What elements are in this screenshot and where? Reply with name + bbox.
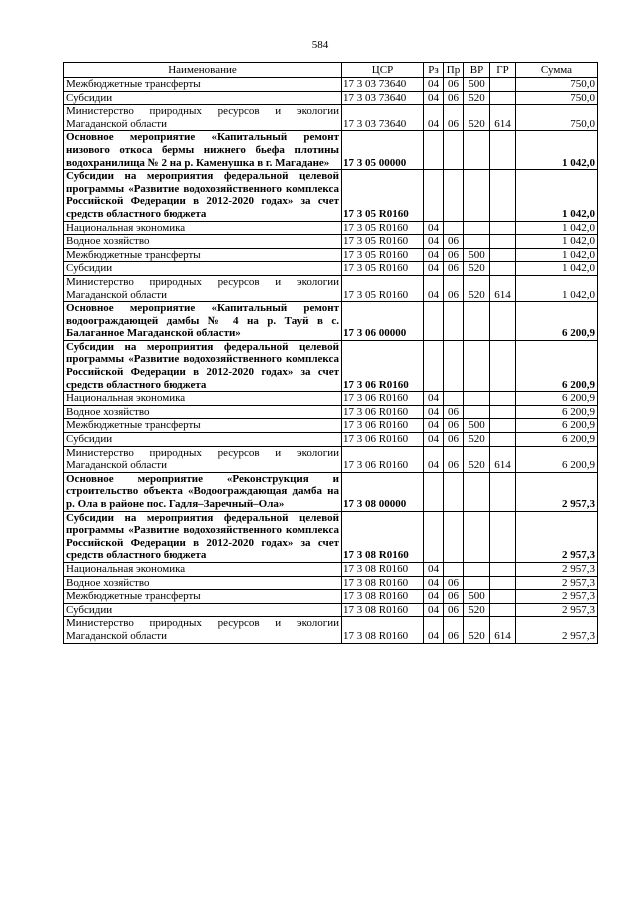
cell-vr: 520 <box>464 446 490 472</box>
cell-pr <box>444 170 464 221</box>
cell-gr <box>490 91 516 105</box>
cell-csr: 17 3 08 R0160 <box>342 576 424 590</box>
cell-vr <box>464 170 490 221</box>
cell-rz: 04 <box>424 433 444 447</box>
column-header-rz: Рз <box>424 63 444 78</box>
cell-gr <box>490 131 516 170</box>
cell-sum: 2 957,3 <box>516 576 598 590</box>
cell-name: Водное хозяйство <box>64 576 342 590</box>
cell-rz: 04 <box>424 91 444 105</box>
cell-sum: 2 957,3 <box>516 562 598 576</box>
cell-rz <box>424 170 444 221</box>
cell-name: Субсидии <box>64 91 342 105</box>
cell-gr <box>490 511 516 562</box>
cell-sum: 2 957,3 <box>516 511 598 562</box>
cell-pr <box>444 511 464 562</box>
cell-gr <box>490 235 516 249</box>
column-header-name: Наименование <box>64 63 342 78</box>
cell-csr: 17 3 06 R0160 <box>342 433 424 447</box>
cell-pr: 06 <box>444 590 464 604</box>
cell-pr: 06 <box>444 248 464 262</box>
cell-vr <box>464 472 490 511</box>
cell-name: Водное хозяйство <box>64 235 342 249</box>
cell-pr <box>444 562 464 576</box>
cell-vr: 520 <box>464 617 490 643</box>
cell-sum: 6 200,9 <box>516 405 598 419</box>
cell-pr: 06 <box>444 275 464 301</box>
cell-gr <box>490 78 516 92</box>
cell-vr <box>464 405 490 419</box>
cell-sum: 1 042,0 <box>516 221 598 235</box>
cell-name: Министерство природных ресурсов и экологии Магаданской области <box>64 275 342 301</box>
cell-pr: 06 <box>444 262 464 276</box>
cell-sum: 2 957,3 <box>516 472 598 511</box>
table-row <box>64 275 598 301</box>
table-row <box>64 248 598 262</box>
cell-vr: 520 <box>464 433 490 447</box>
cell-gr <box>490 262 516 276</box>
cell-rz: 04 <box>424 262 444 276</box>
cell-sum: 1 042,0 <box>516 248 598 262</box>
cell-pr: 06 <box>444 91 464 105</box>
cell-sum: 1 042,0 <box>516 235 598 249</box>
cell-vr: 520 <box>464 91 490 105</box>
table-row <box>64 91 598 105</box>
cell-name: Межбюджетные трансферты <box>64 78 342 92</box>
cell-csr: 17 3 08 R0160 <box>342 590 424 604</box>
cell-pr <box>444 221 464 235</box>
cell-vr: 520 <box>464 275 490 301</box>
cell-gr <box>490 419 516 433</box>
cell-vr: 520 <box>464 262 490 276</box>
cell-vr: 500 <box>464 78 490 92</box>
cell-gr: 614 <box>490 617 516 643</box>
cell-sum: 6 200,9 <box>516 302 598 341</box>
table-row <box>64 511 598 562</box>
cell-rz: 04 <box>424 78 444 92</box>
cell-vr <box>464 392 490 406</box>
cell-name: Национальная экономика <box>64 221 342 235</box>
table-row <box>64 78 598 92</box>
cell-sum: 1 042,0 <box>516 262 598 276</box>
cell-name: Основное мероприятие «Капитальный ремонт низового откоса бермы нижнего бьефа плотины водохранилища № 2 на р. Каменушка в г. Магадане» <box>64 131 342 170</box>
table-row <box>64 235 598 249</box>
cell-rz: 04 <box>424 590 444 604</box>
table-row <box>64 562 598 576</box>
cell-sum: 750,0 <box>516 91 598 105</box>
table-header-row <box>64 63 598 78</box>
cell-gr <box>490 392 516 406</box>
cell-sum: 1 042,0 <box>516 131 598 170</box>
cell-csr: 17 3 05 R0160 <box>342 262 424 276</box>
cell-sum: 1 042,0 <box>516 275 598 301</box>
column-header-gr: ГР <box>490 63 516 78</box>
cell-pr: 06 <box>444 603 464 617</box>
table-row <box>64 105 598 131</box>
table-row <box>64 419 598 433</box>
cell-vr: 500 <box>464 248 490 262</box>
cell-rz: 04 <box>424 221 444 235</box>
cell-sum: 6 200,9 <box>516 392 598 406</box>
cell-rz: 04 <box>424 603 444 617</box>
column-header-sum: Сумма <box>516 63 598 78</box>
cell-vr: 520 <box>464 603 490 617</box>
cell-gr <box>490 590 516 604</box>
cell-gr <box>490 170 516 221</box>
cell-csr: 17 3 03 73640 <box>342 105 424 131</box>
cell-pr <box>444 131 464 170</box>
cell-rz: 04 <box>424 392 444 406</box>
cell-name: Межбюджетные трансферты <box>64 248 342 262</box>
table-row <box>64 392 598 406</box>
budget-table <box>63 62 598 644</box>
cell-vr <box>464 562 490 576</box>
cell-csr: 17 3 08 R0160 <box>342 511 424 562</box>
cell-rz <box>424 131 444 170</box>
cell-gr <box>490 340 516 391</box>
cell-csr: 17 3 05 R0160 <box>342 248 424 262</box>
cell-rz: 04 <box>424 419 444 433</box>
cell-gr <box>490 433 516 447</box>
cell-sum: 6 200,9 <box>516 433 598 447</box>
cell-rz: 04 <box>424 617 444 643</box>
cell-name: Субсидии на мероприятия федеральной целевой программы «Развитие водохозяйственного комплекса Российской Федерации в 2012-2020 годах» за счет средств областного бюджета <box>64 170 342 221</box>
cell-rz <box>424 511 444 562</box>
cell-csr: 17 3 05 00000 <box>342 131 424 170</box>
cell-csr: 17 3 08 R0160 <box>342 617 424 643</box>
cell-csr: 17 3 06 R0160 <box>342 419 424 433</box>
cell-pr: 06 <box>444 419 464 433</box>
cell-name: Водное хозяйство <box>64 405 342 419</box>
cell-rz <box>424 340 444 391</box>
cell-gr <box>490 248 516 262</box>
cell-csr: 17 3 05 R0160 <box>342 275 424 301</box>
cell-sum: 6 200,9 <box>516 419 598 433</box>
cell-rz: 04 <box>424 576 444 590</box>
cell-gr <box>490 576 516 590</box>
cell-rz: 04 <box>424 446 444 472</box>
cell-csr: 17 3 05 R0160 <box>342 235 424 249</box>
cell-csr: 17 3 06 R0160 <box>342 340 424 391</box>
cell-vr: 500 <box>464 590 490 604</box>
table-row <box>64 221 598 235</box>
table-row <box>64 340 598 391</box>
cell-name: Субсидии <box>64 433 342 447</box>
cell-rz: 04 <box>424 235 444 249</box>
cell-name: Основное мероприятие «Капитальный ремонт водоограждающей дамбы № 4 на р. Тауй в с. Балаганное Магаданской области» <box>64 302 342 341</box>
cell-csr: 17 3 05 R0160 <box>342 221 424 235</box>
cell-gr <box>490 221 516 235</box>
cell-csr: 17 3 05 R0160 <box>342 170 424 221</box>
cell-rz: 04 <box>424 405 444 419</box>
cell-gr <box>490 302 516 341</box>
cell-csr: 17 3 03 73640 <box>342 78 424 92</box>
cell-pr <box>444 302 464 341</box>
cell-pr: 06 <box>444 405 464 419</box>
table-body <box>64 78 598 644</box>
table-row <box>64 302 598 341</box>
cell-sum: 6 200,9 <box>516 446 598 472</box>
cell-name: Национальная экономика <box>64 392 342 406</box>
table-row <box>64 576 598 590</box>
cell-sum: 6 200,9 <box>516 340 598 391</box>
cell-pr: 06 <box>444 78 464 92</box>
cell-rz <box>424 302 444 341</box>
cell-name: Межбюджетные трансферты <box>64 419 342 433</box>
cell-vr <box>464 340 490 391</box>
column-header-vr: ВР <box>464 63 490 78</box>
cell-rz <box>424 472 444 511</box>
cell-pr <box>444 340 464 391</box>
column-header-csr: ЦСР <box>342 63 424 78</box>
cell-csr: 17 3 06 R0160 <box>342 392 424 406</box>
table-row <box>64 446 598 472</box>
cell-gr <box>490 562 516 576</box>
cell-gr: 614 <box>490 105 516 131</box>
cell-gr: 614 <box>490 275 516 301</box>
cell-sum: 750,0 <box>516 105 598 131</box>
cell-name: Национальная экономика <box>64 562 342 576</box>
cell-pr: 06 <box>444 446 464 472</box>
table-row <box>64 472 598 511</box>
cell-name: Субсидии <box>64 603 342 617</box>
cell-csr: 17 3 08 R0160 <box>342 603 424 617</box>
cell-csr: 17 3 06 R0160 <box>342 446 424 472</box>
table-row <box>64 603 598 617</box>
cell-rz: 04 <box>424 248 444 262</box>
cell-pr: 06 <box>444 617 464 643</box>
cell-name: Субсидии на мероприятия федеральной целевой программы «Развитие водохозяйственного комплекса Российской Федерации в 2012-2020 годах» за счет средств областного бюджета <box>64 340 342 391</box>
table-row <box>64 617 598 643</box>
cell-vr: 500 <box>464 419 490 433</box>
cell-csr: 17 3 08 00000 <box>342 472 424 511</box>
cell-rz: 04 <box>424 275 444 301</box>
cell-csr: 17 3 08 R0160 <box>342 562 424 576</box>
cell-name: Министерство природных ресурсов и экологии Магаданской области <box>64 446 342 472</box>
cell-gr: 614 <box>490 446 516 472</box>
cell-csr: 17 3 03 73640 <box>342 91 424 105</box>
cell-rz: 04 <box>424 105 444 131</box>
table-row <box>64 170 598 221</box>
cell-csr: 17 3 06 00000 <box>342 302 424 341</box>
page-number: 584 <box>311 39 329 51</box>
cell-gr <box>490 603 516 617</box>
column-header-pr: Пр <box>444 63 464 78</box>
cell-pr <box>444 392 464 406</box>
cell-name: Субсидии <box>64 262 342 276</box>
table-row <box>64 405 598 419</box>
cell-csr: 17 3 06 R0160 <box>342 405 424 419</box>
cell-sum: 1 042,0 <box>516 170 598 221</box>
cell-sum: 2 957,3 <box>516 603 598 617</box>
cell-pr: 06 <box>444 576 464 590</box>
table-row <box>64 590 598 604</box>
cell-name: Министерство природных ресурсов и экологии Магаданской области <box>64 617 342 643</box>
cell-vr <box>464 235 490 249</box>
cell-vr <box>464 576 490 590</box>
cell-name: Основное мероприятие «Реконструкция и строительство объекта «Водоограждающая дамба на р. Ола в районе пос. Гадля–Заречный–Ола» <box>64 472 342 511</box>
cell-pr: 06 <box>444 433 464 447</box>
cell-vr <box>464 221 490 235</box>
cell-name: Субсидии на мероприятия федеральной целевой программы «Развитие водохозяйственного комплекса Российской Федерации в 2012-2020 годах» за счет средств областного бюджета <box>64 511 342 562</box>
cell-pr: 06 <box>444 235 464 249</box>
cell-pr <box>444 472 464 511</box>
cell-gr <box>490 405 516 419</box>
cell-vr: 520 <box>464 105 490 131</box>
cell-vr <box>464 302 490 341</box>
cell-name: Межбюджетные трансферты <box>64 590 342 604</box>
table-row <box>64 131 598 170</box>
cell-sum: 750,0 <box>516 78 598 92</box>
cell-vr <box>464 511 490 562</box>
cell-gr <box>490 472 516 511</box>
cell-rz: 04 <box>424 562 444 576</box>
table-row <box>64 433 598 447</box>
cell-sum: 2 957,3 <box>516 590 598 604</box>
cell-pr: 06 <box>444 105 464 131</box>
cell-name: Министерство природных ресурсов и экологии Магаданской области <box>64 105 342 131</box>
table-row <box>64 262 598 276</box>
cell-vr <box>464 131 490 170</box>
cell-sum: 2 957,3 <box>516 617 598 643</box>
